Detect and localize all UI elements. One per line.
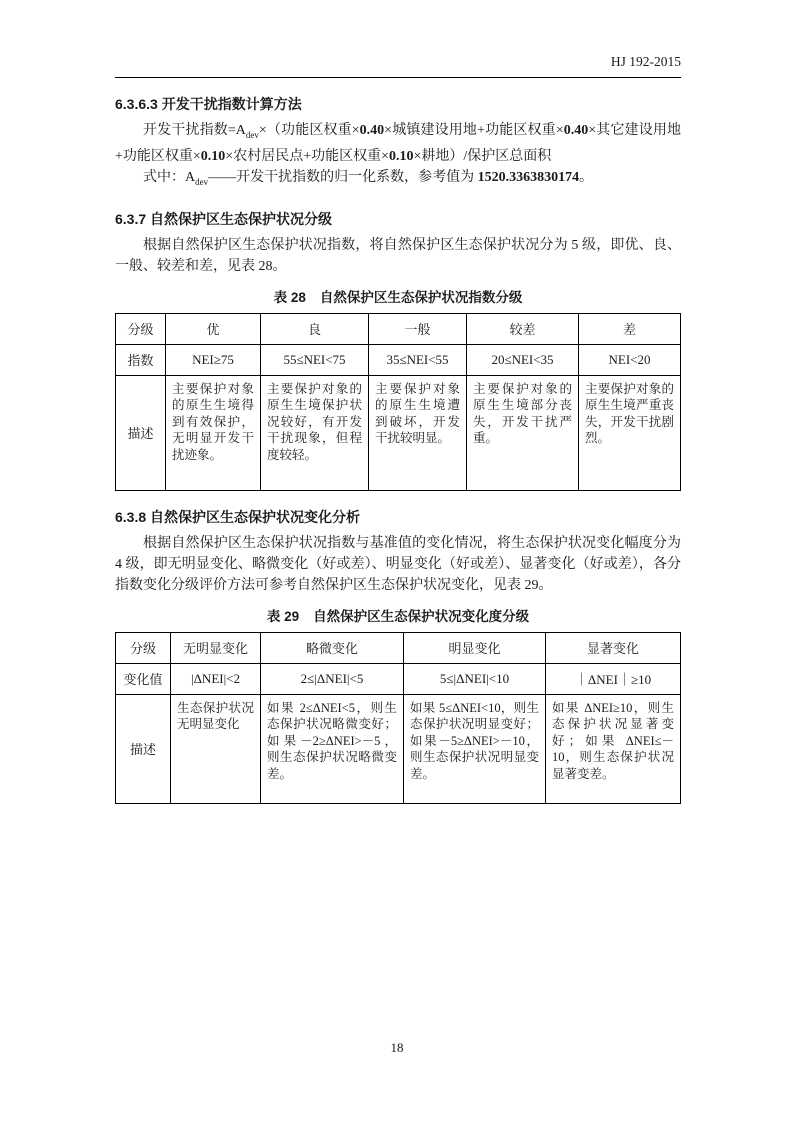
table-caption-title: 自然保护区生态保护状况指数分级 — [319, 289, 523, 305]
table-29-change-row — [116, 663, 681, 694]
column-header: 一般 — [369, 313, 467, 344]
column-header: 优 — [166, 313, 261, 344]
formula-legend-paragraph — [115, 167, 681, 193]
formula-segment: ×耕地）/保护区总面积 — [413, 148, 552, 164]
table-cell: 如果 2≤ΔNEI<5，则生态保护状况略微变好；如果－2≥ΔNEI>－5，则生态保护状况略微变差。 — [261, 694, 404, 803]
section-heading-6-3-8: 6.3.8 自然保护区生态保护状况变化分析 — [115, 508, 361, 525]
paragraph-6-3-8: 根据自然保护区生态保护状况指数与基准值的变化情况，将生态保护状况变化幅度分为 4 级，即无明显变化、略微变化（好或差）、明显变化（好或差）、显著变化（好或差），各分指数变化分级评价方法可参考自然保护区生态保护状况变化，见表 29。 — [115, 535, 681, 593]
column-header: 差 — [579, 313, 681, 344]
page-number: 18 — [390, 1040, 404, 1055]
table-caption-title: 自然保护区生态保护状况变化度分级 — [313, 608, 530, 624]
column-header: 良 — [261, 313, 369, 344]
column-header: 无明显变化 — [171, 632, 261, 663]
table-29 — [115, 632, 681, 804]
column-header: 明显变化 — [404, 632, 546, 663]
table-cell: 如果 ΔNEI≥10，则生态保护状况显著变好；如果 ΔNEI≤－10，则生态保护状况显著变差。 — [546, 694, 681, 803]
column-header: 分级 — [116, 313, 166, 344]
column-header: 较差 — [467, 313, 579, 344]
table-29-header-row — [116, 632, 681, 663]
page-content — [115, 54, 681, 808]
table-cell: 主要保护对象的原生生境得到有效保护，无明显开发干扰迹象。 — [166, 375, 261, 490]
formula-segment: ×城镇建设用地+功能区权重× — [384, 123, 564, 138]
column-header: 略微变化 — [261, 632, 404, 663]
section-heading-6-3-6-3: 6.3.6.3 开发干扰指数计算方法 — [115, 96, 302, 112]
legend-segment: 式中：A — [143, 169, 196, 185]
formula-segment: ×其它建设用地+功能区权重× — [115, 123, 681, 164]
table-28-caption — [115, 286, 681, 306]
legend-segment: ——开发干扰指数的归一化系数，参考值为 — [208, 169, 478, 185]
formula-paragraph — [115, 120, 681, 167]
table-cell: 主要保护对象的原生生境严重丧失，开发干扰剧烈。 — [579, 375, 681, 490]
table-cell: 20≤NEI<35 — [467, 344, 579, 375]
section-heading-6-3-7: 6.3.7 自然保护区生态保护状况分级 — [115, 210, 333, 227]
table-28-desc-row — [116, 375, 681, 490]
column-header: 分级 — [116, 632, 171, 663]
paragraph-6-3-7: 根据自然保护区生态保护状况指数，将自然保护区生态保护状况分为 5 级，即优、良、一般、较差和差，见表 28。 — [115, 237, 681, 274]
formula-subscript: dev — [245, 129, 259, 140]
formula-segment: ×（功能区权重× — [258, 123, 360, 138]
table-28-index-row — [116, 344, 681, 375]
row-label: 变化值 — [116, 663, 171, 694]
table-cell: NEI<20 — [579, 344, 681, 375]
table-cell: 35≤NEI<55 — [369, 344, 467, 375]
formula-weight: 0.40 — [359, 123, 385, 138]
table-cell: 生态保护状况无明显变化 — [171, 694, 261, 803]
legend-value: 1520.3363830174 — [477, 169, 580, 185]
formula-segment: ×农村居民点+功能区权重× — [225, 148, 389, 164]
legend-subscript: dev — [195, 176, 209, 187]
legend-segment: 。 — [579, 169, 594, 185]
table-29-desc-row — [116, 694, 681, 803]
page-header — [115, 54, 681, 78]
formula-weight: 0.40 — [563, 123, 589, 138]
table-29-caption — [115, 605, 681, 625]
table-cell: 主要保护对象的原生生境部分丧失，开发干扰严重。 — [467, 375, 579, 490]
table-cell: |ΔNEI|<2 — [171, 663, 261, 694]
table-cell: NEI≥75 — [166, 344, 261, 375]
table-cell: 5≤|ΔNEI|<10 — [404, 663, 546, 694]
row-label: 描述 — [116, 375, 166, 490]
table-28 — [115, 313, 681, 491]
doc-number: HJ 192-2015 — [610, 54, 681, 69]
row-label: 指数 — [116, 344, 166, 375]
formula-weight: 0.10 — [200, 148, 226, 164]
column-header: 显著变化 — [546, 632, 681, 663]
formula-segment: 开发干扰指数=A — [143, 123, 246, 138]
table-cell: 如果 5≤ΔNEI<10，则生态保护状况明显变好；如果－5≥ΔNEI>－10，则生态保护状况明显变差。 — [404, 694, 546, 803]
table-28-header-row — [116, 313, 681, 344]
table-cell: 主要保护对象的原生生境遭到破坏，开发干扰较明显。 — [369, 375, 467, 490]
table-cell: 主要保护对象的原生生境保护状况较好，有开发干扰现象，但程度较轻。 — [261, 375, 369, 490]
table-cell: 55≤NEI<75 — [261, 344, 369, 375]
table-cell: 2≤|ΔNEI|<5 — [261, 663, 404, 694]
formula-weight: 0.10 — [388, 148, 414, 164]
table-cell: ｜ΔNEI｜≥10 — [546, 663, 681, 694]
table-caption-label: 表 29 — [266, 608, 300, 624]
row-label: 描述 — [116, 694, 171, 803]
table-caption-label: 表 28 — [273, 289, 306, 305]
